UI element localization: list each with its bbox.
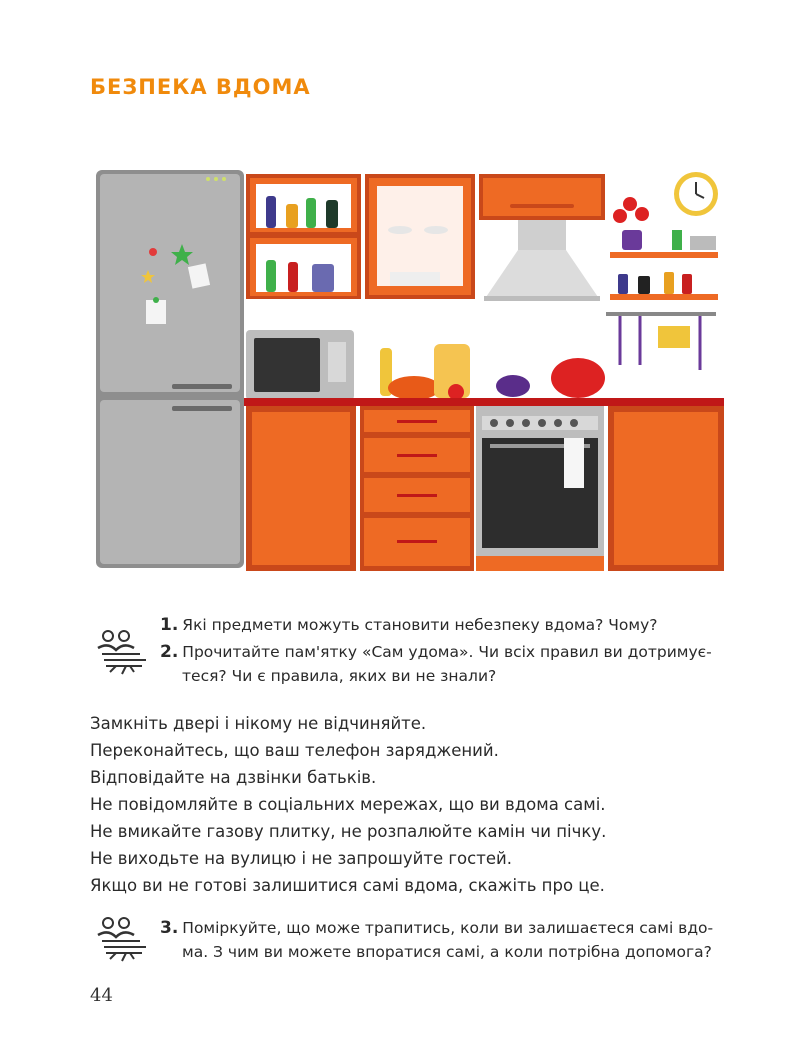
safety-rules [90,710,606,899]
question-text-line1: Прочитайте пам'ятку «Сам удома». Чи всіх правил ви дотримує- [182,643,712,661]
question-2 [160,640,760,688]
countertop [244,398,724,406]
question-number: 3. [160,918,179,938]
rule-item: Якщо ви не готові залишитися самі вдома, скажіть про це. [90,876,605,895]
microwave [246,330,354,400]
pair-work-icon [94,915,150,965]
rule-item: Не виходьте на вулицю і не запрошуйте гостей. [90,849,512,868]
kitchen-illustration [90,160,730,580]
question-1 [160,613,760,637]
question-text-line2: теся? Чи є правила, яких ви не знали? [182,667,497,685]
page-number: 44 [90,985,113,1006]
question-number: 2. [160,642,179,662]
question-text-line1: Поміркуйте, що може трапитись, коли ви залишаєтеся самі вдо- [182,919,714,937]
question-3 [160,916,760,964]
fridge [96,170,244,568]
wall-shelves [606,172,718,370]
pair-work-icon [94,628,150,678]
range-hood [484,220,600,301]
counter-items [380,344,605,400]
rule-item: Не повідомляйте в соціальних мережах, що ви вдома самі. [90,795,606,814]
question-number: 1. [160,615,179,635]
page-title: БЕЗПЕКА ВДОМА [90,75,311,99]
question-text-line2: ма. З чим ви можете впоратися самі, а коли потрібна допомога? [182,943,712,961]
rule-item: Не вмикайте газову плитку, не розпалюйте камін чи пічку. [90,822,607,841]
rule-item: Переконайтесь, що ваш телефон заряджений. [90,741,499,760]
question-text: Які предмети можуть становити небезпеку вдома? Чому? [182,616,658,634]
rule-item: Замкніть двері і нікому не відчиняйте. [90,714,427,733]
oven [476,406,604,571]
rule-item: Відповідайте на дзвінки батьків. [90,768,377,787]
